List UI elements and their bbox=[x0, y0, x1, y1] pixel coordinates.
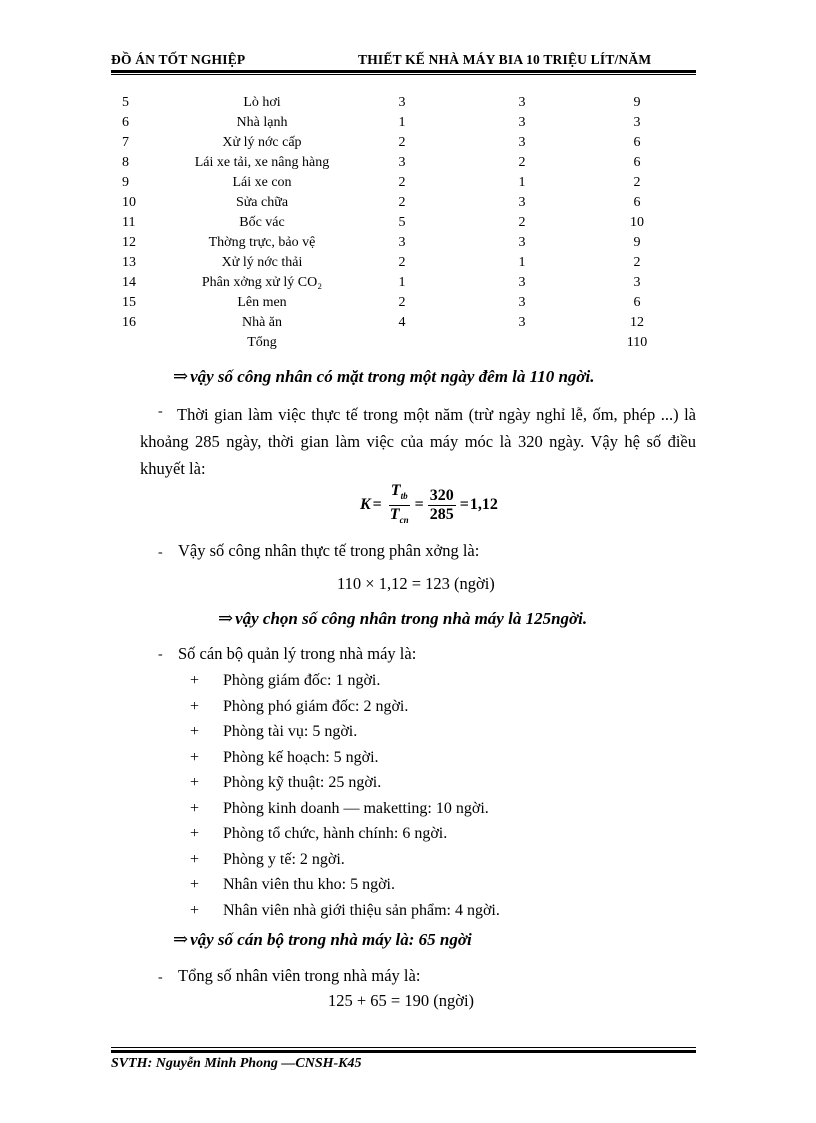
table-cell: 12 bbox=[630, 315, 644, 330]
formula-eq-1: = bbox=[372, 496, 382, 513]
table-cell: 1 bbox=[518, 255, 526, 270]
list-item-text: Phòng kỹ thuật: 25 ngời. bbox=[223, 774, 382, 791]
table-cell: Nhà ăn bbox=[241, 315, 283, 330]
table-row bbox=[122, 293, 692, 313]
formula-eq-3: = bbox=[459, 496, 469, 513]
table-cell: 6 bbox=[633, 195, 641, 210]
table-cell: 6 bbox=[633, 155, 641, 170]
table-cell: 3 bbox=[518, 135, 526, 150]
table-row bbox=[122, 93, 692, 113]
list-item bbox=[190, 796, 500, 822]
table-cell: 3 bbox=[518, 115, 526, 130]
plus-bullet-icon: + bbox=[190, 850, 200, 868]
plus-bullet-icon: + bbox=[190, 672, 200, 689]
table-cell: 7 bbox=[122, 135, 129, 150]
list-item-text: Phòng tài vụ: 5 ngời. bbox=[223, 723, 358, 740]
list-item bbox=[190, 821, 500, 847]
table-cell: 6 bbox=[122, 115, 129, 130]
table-cell bbox=[342, 333, 462, 353]
formula-result: 1,12 bbox=[469, 496, 498, 513]
list-item bbox=[190, 770, 500, 796]
table-cell: 2 bbox=[518, 155, 526, 170]
bullet-dash: - bbox=[158, 404, 163, 419]
table-cell: 11 bbox=[122, 215, 136, 230]
list-item-text: Phòng kế hoạch: 5 ngời. bbox=[223, 748, 379, 766]
table-cell: 9 bbox=[633, 235, 641, 250]
table-cell: 2 bbox=[398, 255, 406, 270]
table-cell: Bốc vác bbox=[239, 215, 285, 230]
table-cell: 3 bbox=[398, 235, 406, 250]
table-row bbox=[122, 213, 692, 233]
list-item-text: Phòng kinh doanh — maketting: 10 ngời. bbox=[223, 799, 489, 817]
footer-rule-thick bbox=[111, 1050, 696, 1053]
list-item bbox=[190, 847, 500, 873]
table-cell: 13 bbox=[122, 255, 136, 270]
list-item-text: Nhân viên nhà giới thiệu sản phẩm: 4 ngời. bbox=[223, 901, 500, 919]
table-cell: 3 bbox=[518, 95, 526, 110]
managers-list bbox=[190, 668, 500, 923]
table-row bbox=[122, 273, 692, 293]
table-cell: Xử lý nớc thải bbox=[221, 255, 303, 270]
table-cell: 2 bbox=[398, 295, 406, 310]
table-cell: 2 bbox=[398, 135, 406, 150]
footer-rule-thin bbox=[111, 1047, 696, 1048]
table-cell: Sửa chữa bbox=[235, 195, 289, 210]
table-cell: 14 bbox=[122, 275, 136, 290]
list-item bbox=[190, 719, 500, 745]
table-cell: 3 bbox=[518, 235, 526, 250]
table-cell: 110 bbox=[626, 335, 648, 350]
list-item-text: Phòng y tế: 2 ngời. bbox=[223, 850, 345, 868]
table-cell: 1 bbox=[398, 275, 406, 290]
plus-bullet-icon: + bbox=[190, 697, 200, 715]
formula-num-fraction: $\frac{320}{285}$ bbox=[429, 486, 454, 523]
implies-arrow-icon: ⇒ bbox=[173, 929, 189, 949]
table-cell: 2 bbox=[633, 175, 641, 190]
table-cell: 4 bbox=[398, 315, 406, 330]
formula-eq-2: = bbox=[414, 496, 424, 513]
bullet-dash: - bbox=[158, 545, 163, 560]
total-staff-calc: 125 + 65 = 190 (ngời) bbox=[328, 991, 475, 1010]
table-cell: Xử lý nớc cấp bbox=[222, 135, 302, 150]
list-item bbox=[190, 668, 500, 694]
table-cell: 1 bbox=[398, 115, 406, 130]
table-cell: Nhà lạnh bbox=[236, 115, 288, 130]
implies-arrow-icon: ⇒ bbox=[173, 366, 189, 386]
table-row bbox=[122, 253, 692, 273]
table-cell: 5 bbox=[398, 215, 406, 230]
table-cell bbox=[122, 333, 182, 353]
plus-bullet-icon: + bbox=[190, 876, 200, 893]
table-cell: Thờng trực, bảo vệ bbox=[208, 235, 316, 250]
conclusion-chosen-workers: ⇒ vậy chọn số công nhân trong nhà máy là 125ngời. bbox=[218, 608, 588, 628]
formula-t-fraction: $\frac{T_{tb}}{T_{cn}}$ bbox=[389, 481, 409, 525]
table-cell: 3 bbox=[633, 115, 641, 130]
plus-bullet-icon: + bbox=[190, 748, 200, 766]
table-cell: Lò hơi bbox=[243, 95, 281, 110]
staff-table bbox=[122, 93, 692, 353]
implies-arrow-icon: ⇒ bbox=[218, 608, 234, 628]
list-item bbox=[190, 898, 500, 924]
table-cell: 3 bbox=[518, 295, 526, 310]
table-row bbox=[122, 113, 692, 133]
table-cell: Lái xe tải, xe nâng hàng bbox=[194, 155, 330, 170]
header-left-title: ĐỒ ÁN TỐT NGHIỆP bbox=[111, 52, 246, 67]
table-cell: Lái xe con bbox=[232, 175, 292, 190]
table-cell: 2 bbox=[518, 215, 526, 230]
conclusion-workers-per-day: ⇒ vậy số công nhân có mặt trong một ngày đêm là 110 ngời. bbox=[173, 366, 595, 386]
table-total-row bbox=[122, 333, 692, 353]
table-cell: 12 bbox=[122, 235, 136, 250]
list-item-text: Nhân viên thu kho: 5 ngời. bbox=[223, 876, 395, 893]
table-cell: 6 bbox=[633, 295, 641, 310]
list-item-text: Phòng tổ chức, hành chính: 6 ngời. bbox=[223, 825, 448, 842]
table-cell: 3 bbox=[633, 275, 641, 290]
list-item bbox=[190, 872, 500, 898]
table-row bbox=[122, 133, 692, 153]
table-cell: 16 bbox=[122, 315, 136, 330]
table-cell: Lên men bbox=[237, 295, 287, 310]
working-time-paragraph: Thời gian làm việc thực tế trong một năm (trừ ngày nghỉ lễ, ốm, phép ...) là khoảng 285 ngày, thời gian làm việc của máy móc là 320 ngày. Vậy hệ số điều khuyết là: bbox=[140, 405, 696, 478]
table-row bbox=[122, 193, 692, 213]
table-cell: 5 bbox=[122, 95, 129, 110]
table-cell: 6 bbox=[633, 135, 641, 150]
formula-k: K bbox=[360, 496, 371, 513]
header-right-title: THIẾT KẾ NHÀ MÁY BIA 10 TRIỆU LÍT/NĂM bbox=[358, 52, 652, 67]
table-cell bbox=[462, 333, 582, 353]
table-cell: 2 bbox=[398, 195, 406, 210]
plus-bullet-icon: + bbox=[190, 825, 200, 842]
table-cell: 3 bbox=[518, 195, 526, 210]
table-row bbox=[122, 313, 692, 333]
table-row bbox=[122, 173, 692, 193]
list-item-text: Phòng phó giám đốc: 2 ngời. bbox=[223, 697, 409, 715]
list-item-text: Phòng giám đốc: 1 ngời. bbox=[223, 672, 381, 689]
table-cell: 9 bbox=[633, 95, 641, 110]
total-staff-intro: Tổng số nhân viên trong nhà máy là: bbox=[178, 966, 421, 985]
table-cell: 2 bbox=[633, 255, 641, 270]
table-cell: 3 bbox=[398, 95, 406, 110]
managers-intro: Số cán bộ quản lý trong nhà máy là: bbox=[178, 644, 417, 663]
table-cell: Phân xởng xử lý CO₂ bbox=[201, 275, 323, 290]
table-cell: 15 bbox=[122, 295, 136, 310]
plus-bullet-icon: + bbox=[190, 723, 200, 740]
table-cell: Tổng bbox=[247, 335, 277, 350]
table-cell: 3 bbox=[518, 315, 526, 330]
table-cell: 2 bbox=[398, 175, 406, 190]
footer-author: SVTH: Nguyễn Minh Phong —CNSH-K45 bbox=[111, 1056, 362, 1071]
coefficient-formula bbox=[360, 482, 498, 528]
plus-bullet-icon: + bbox=[190, 799, 200, 817]
plus-bullet-icon: + bbox=[190, 774, 200, 791]
table-row bbox=[122, 153, 692, 173]
table-row bbox=[122, 233, 692, 253]
table-cell: 9 bbox=[122, 175, 129, 190]
table-cell: 8 bbox=[122, 155, 129, 170]
list-item bbox=[190, 745, 500, 771]
plus-bullet-icon: + bbox=[190, 901, 200, 919]
table-cell: 10 bbox=[122, 195, 136, 210]
header-rule-thick bbox=[111, 70, 696, 73]
conclusion-managers: ⇒ vậy số cán bộ trong nhà máy là: 65 ngời bbox=[173, 929, 472, 949]
actual-workers-text: Vậy số công nhân thực tế trong phân xởng là: bbox=[178, 541, 480, 560]
bullet-dash: - bbox=[158, 970, 163, 985]
table-cell: 1 bbox=[518, 175, 526, 190]
table-cell: 10 bbox=[630, 215, 644, 230]
table-cell: 3 bbox=[518, 275, 526, 290]
bullet-dash: - bbox=[158, 647, 163, 662]
table-cell: 3 bbox=[398, 155, 406, 170]
actual-workers-calc: 110 × 1,12 = 123 (ngời) bbox=[337, 574, 495, 593]
list-item bbox=[190, 694, 500, 720]
header-rule-thin bbox=[111, 74, 696, 75]
